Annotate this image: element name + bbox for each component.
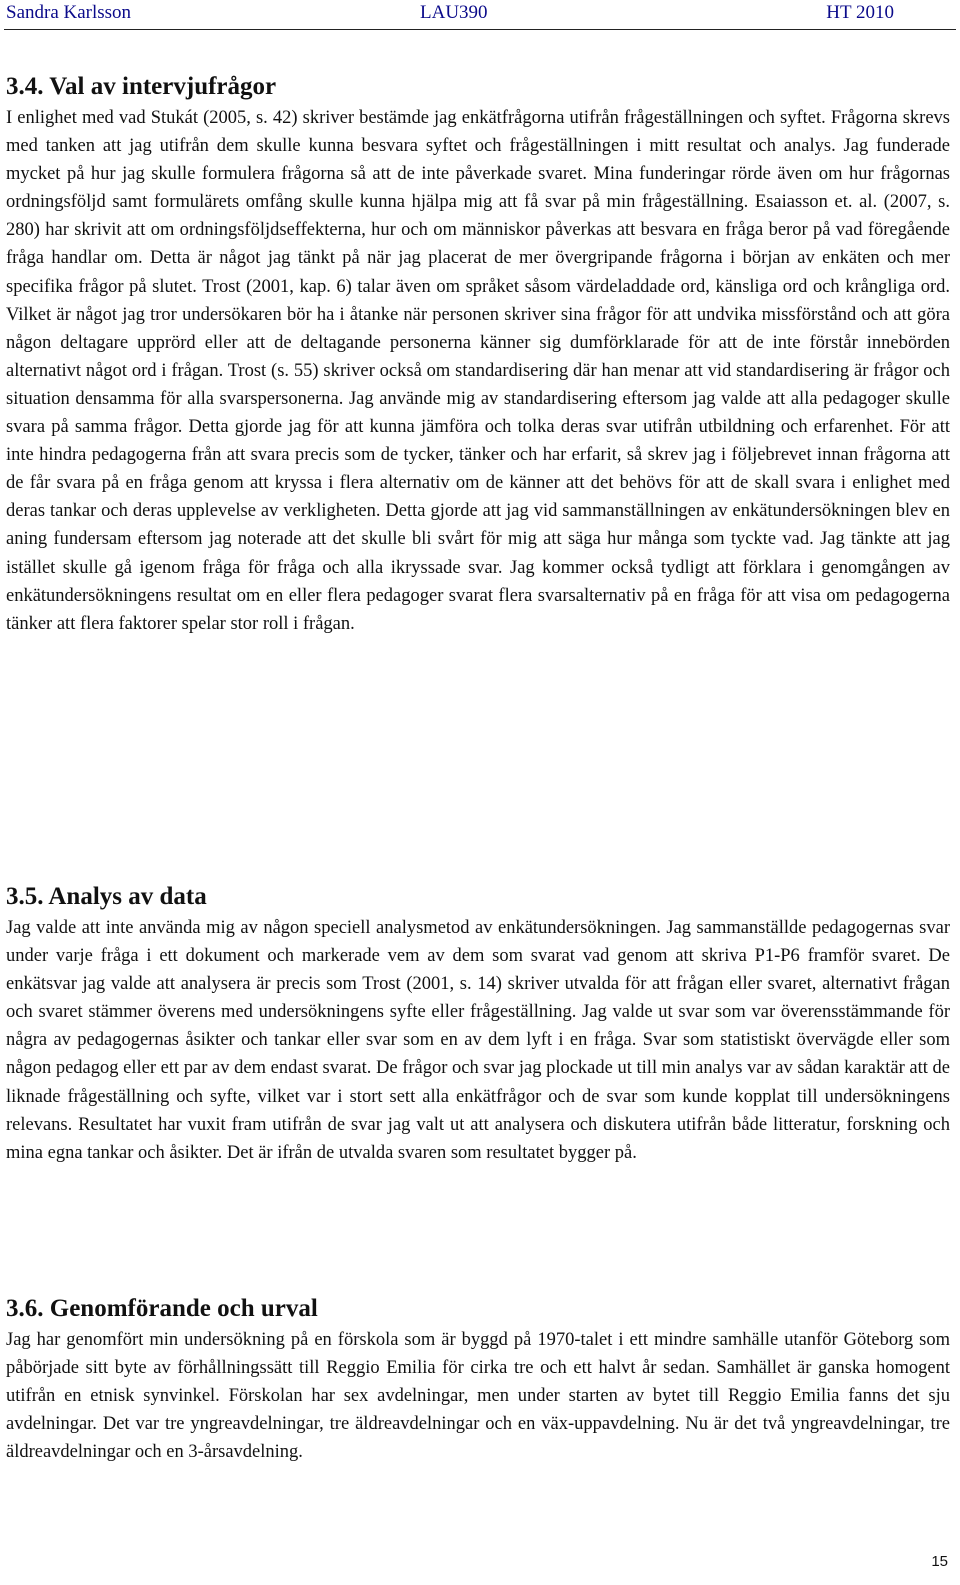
header-author: Sandra Karlsson — [6, 2, 132, 23]
page-number: 15 — [931, 1553, 948, 1570]
section-body: I enlighet med vad Stukát (2005, s. 42) skriver bestämde jag enkätfrågorna utifrån frågeställningen och syftet. Frågorna skrevs med tanken att jag utifrån dem skulle kunna besvara syftet och frågeställningen i mitt resultat och analys. Jag funderade mycket på hur jag skulle formulera frågorna så att de inte påverkade svaret. Mina funderingar rörde även om hur frågornas ordningsföljd samt formulärets omfång skulle kunna hjälpa mig att få svar på min frågeställning. Esaiasson et. al. (2007, s. 280) har skrivit att om ordningsföljdseffekterna, hur och om människor påverkas att besvara en fråga beror på vad föregående fråga handlar om. Detta är något jag tänkt på när jag placerat de mer övergripande frågorna i början av enkäten och mer specifika frågor på slutet. Trost (2001, kap. 6) talar även om språket såsom värdeladdade ord, känsliga ord och krångliga ord. Vilket är något jag tror undersökaren bör ha i åtanke när personen skriver sina frågor för att undvika missförstånd och att göra någon deltagare upprörd eller att de deltagande personerna känner sig dumförklarade för att de inte förstår innebörden alternativt något ord i frågan. Trost (s. 55) skriver också om standardisering där han menar att vid standardisering är frågor och situation densamma för alla svarspersonerna. Jag använde mig av standardisering eftersom jag valde att alla pedagoger skulle svara på samma frågor. Detta gjorde jag för att kunna jämföra och tolka deras svar utifrån utbildning och erfarenhet. För att inte hindra pedagogerna från att svara precis som de tycker, tänker och har erfarit, så skrev jag i följebrevet innan frågorna att de får svara på en fråga genom att kryssa i flera alternativ om de känner att det behövs för att de skall svara i enlighet med deras tankar och deras upplevelse av verkligheten. Detta gjorde att jag vid sammanställningen av enkätundersökningen blev en aning fundersam eftersom jag noterade att det skulle bli svårt för mig att säga hur många som tyckte vad. Jag tänkte att jag istället skulle gå igenom fråga för fråga och alla ikryssade svar. Jag kommer också tydligt att förklara i genomgången av enkätundersökningens resultat om en eller flera pedagoger svarat flera svarsalternativ på en fråga för att visa om pedagogerna tänker att flera faktorer spelar stor roll i frågan. — [6, 108, 950, 634]
header-term: HT 2010 — [826, 2, 894, 23]
section-heading: 3.4. Val av intervjufrågor — [6, 73, 277, 100]
section-implementation-selection — [6, 1294, 950, 1466]
section-data-analysis — [6, 882, 950, 1167]
header-divider — [4, 29, 956, 30]
header-course: LAU390 — [420, 2, 488, 23]
section-heading: 3.5. Analys av data — [6, 883, 207, 910]
section-heading: 3.6. Genomförande och urval — [6, 1295, 318, 1322]
section-body: Jag har genomfört min undersökning på en förskola som är byggd på 1970-talet i ett mindre samhälle utanför Göteborg som påbörjade sitt byte av förhållningssätt till Reggio Emilia för cirka tre och ett halvt år sedan. Samhället är ganska homogent utifrån en etnisk synvinkel. Förskolan har sex avdelningar, men under starten av bytet till Reggio Emilia fanns det sju avdelningar. Det var tre yngreavdelningar, tre äldreavdelningar och en väx-uppavdelning. Nu är det två yngreavdelningar, tre äldreavdelningar och en 3-årsavdelning. — [6, 1330, 950, 1463]
section-interview-questions — [6, 72, 950, 638]
page-header — [6, 0, 952, 28]
section-body: Jag valde att inte använda mig av någon speciell analysmetod av enkätundersökningen. Jag sammanställde pedagogernas svar under varje fråga i ett dokument och markerade vem av dem som svarat vad genom att skriva P1-P6 framför svaret. De enkätsvar jag valde att analysera är precis som Trost (2001, s. 14) skriver utvalda för att frågan eller svaret, alternativt frågan och svaret stämmer överens med undersökningens syfte eller frågeställning. Jag valde ut svar som var överensstämmande för några av pedagogernas åsikter och tankar eller svar som en av dem lyft i en fråga. Svar som statistiskt övervägde eller som någon pedagog eller ett par av dem endast svarat. De frågor och svar jag plockade ut till min analys var av sådan karaktär att de liknade frågeställning och syfte, vilket var i stort sett alla enkätfrågor och de svar som kunde kopplat till undersökningens relevans. Resultatet har vuxit fram utifrån de svar jag valt ut att analysera och diskutera utifrån både litteratur, forskning och mina egna tankar och åsikter. Det är ifrån de utvalda svaren som resultatet bygger på. — [6, 918, 950, 1163]
